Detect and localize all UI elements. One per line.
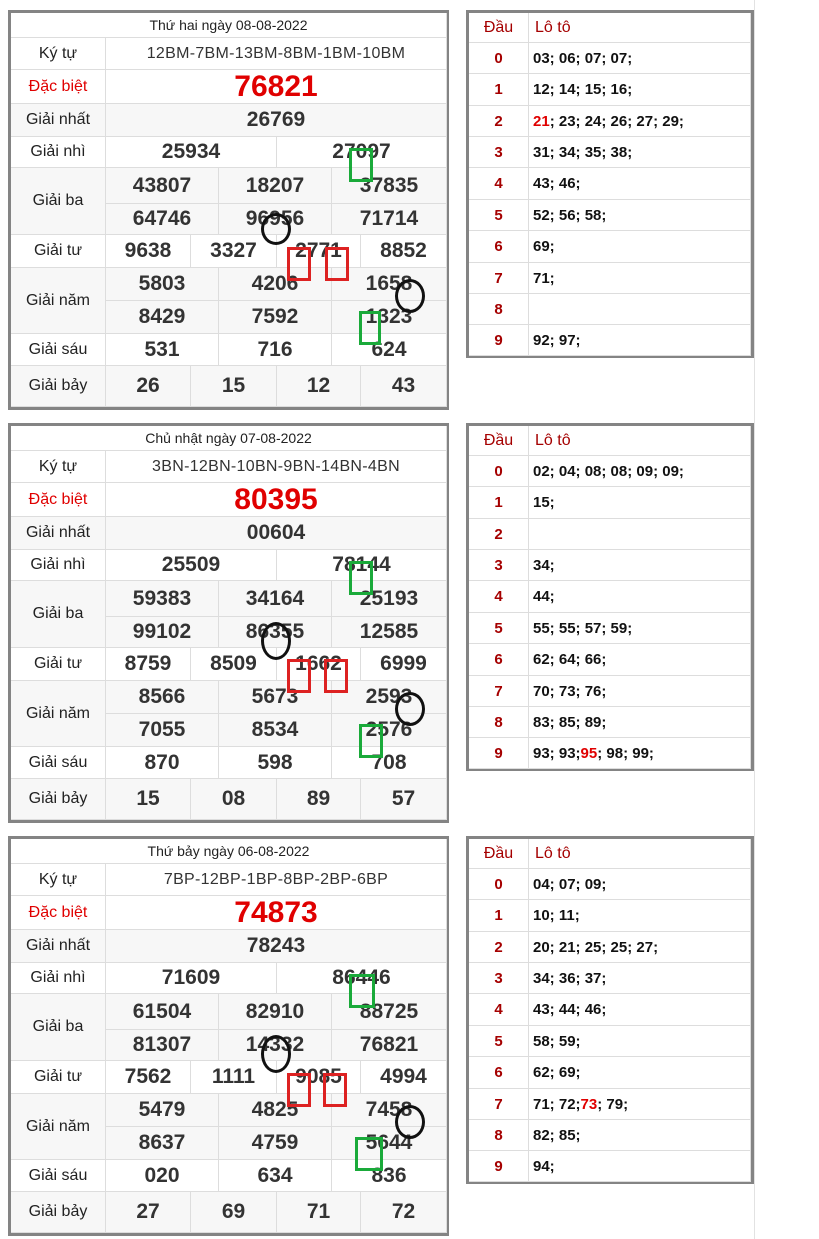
loto-number: 70; 73; 76; (533, 682, 607, 700)
giai-bay-value: 72 (361, 1192, 447, 1233)
highlight-box (349, 974, 375, 1008)
loto-dau: 5 (469, 613, 529, 644)
loto-number: 62; 64; 66; (533, 651, 607, 668)
giai-sau-value: 624 (332, 334, 447, 366)
label-giai-nhi: Giải nhì (11, 963, 106, 994)
loto-number: ; 79; (597, 1095, 629, 1113)
page-divider-line (754, 0, 755, 1239)
label-ky-tu: Ký tự (11, 451, 106, 483)
loto-highlight-number: 21 (533, 112, 550, 130)
result-table (8, 10, 449, 410)
loto-values (529, 932, 751, 963)
giai-sau-value: 708 (332, 747, 447, 779)
loto-dau: 7 (469, 676, 529, 707)
giai-nam-value: 2576 (332, 714, 447, 747)
loto-number: 58; 59; (533, 1032, 581, 1050)
giai-nam-value: 1323 (332, 301, 447, 334)
label-giai-nam: Giải năm (11, 681, 106, 747)
loto-number: ; 98; 99; (597, 744, 654, 762)
loto-dau: 3 (469, 550, 529, 581)
label-giai-nhi: Giải nhì (11, 137, 106, 168)
loto-number: 20; 21; 25; 25; 27; (533, 938, 659, 956)
giai-tu-value: 8852 (361, 235, 447, 268)
loto-values (529, 550, 751, 581)
highlight-box (349, 148, 373, 182)
highlight-box (324, 659, 348, 693)
loto-dau: 1 (469, 74, 529, 106)
giai-ba-value: 64746 (106, 204, 219, 235)
loto-number: 43; 44; 46; (533, 1001, 607, 1018)
loto-values (529, 294, 751, 325)
giai-ba-value: 71714 (332, 204, 447, 235)
loto-values (529, 1151, 751, 1182)
giai-ba-value: 61504 (106, 994, 219, 1030)
giai-ba-value: 96956 (219, 204, 332, 235)
giai-ba-value: 88725 (332, 994, 447, 1030)
loto-dau: 5 (469, 1026, 529, 1057)
loto-dau: 3 (469, 963, 529, 994)
highlight-circle (261, 1035, 291, 1073)
loto-dau: 4 (469, 994, 529, 1026)
giai-nam-value: 7055 (106, 714, 219, 747)
loto-values (529, 738, 751, 769)
loto-number: 04; 07; 09; (533, 875, 607, 893)
label-dac-biet: Đặc biệt (11, 896, 106, 930)
loto-values (529, 869, 751, 900)
loto-values (529, 325, 751, 356)
giai-nam-value: 8534 (219, 714, 332, 747)
giai-sau-value: 836 (332, 1160, 447, 1192)
giai-nam-value: 5673 (219, 681, 332, 714)
giai-nam-value: 4825 (219, 1094, 332, 1127)
loto-number: 43; 46; (533, 175, 581, 192)
loto-values (529, 168, 751, 200)
loto-values (529, 200, 751, 231)
loto-dau: 0 (469, 43, 529, 74)
loto-dau: 4 (469, 168, 529, 200)
highlight-box (325, 247, 349, 281)
dac-biet-value: 74873 (106, 896, 447, 930)
loto-number: 15; (533, 494, 555, 511)
loto-dau: 1 (469, 487, 529, 519)
highlight-box (287, 1073, 311, 1107)
loto-values (529, 707, 751, 738)
giai-ba-value: 12585 (332, 617, 447, 648)
giai-ba-value: 18207 (219, 168, 332, 204)
loto-number: 55; 55; 57; 59; (533, 619, 633, 637)
loto-number: 44; (533, 588, 555, 605)
loto-number: 93; 93; (533, 744, 581, 762)
giai-nam-value: 8637 (106, 1127, 219, 1160)
loto-dau: 9 (469, 738, 529, 769)
loto-highlight-number: 73 (580, 1095, 598, 1113)
giai-ba-value: 37835 (332, 168, 447, 204)
label-giai-ba: Giải ba (11, 581, 106, 648)
loto-dau: 8 (469, 1120, 529, 1151)
loto-head-values: Lô tô (529, 426, 751, 456)
giai-ba-value: 86355 (219, 617, 332, 648)
highlight-circle (395, 692, 425, 726)
date-title: Thứ bảy ngày 06-08-2022 (11, 839, 447, 864)
label-giai-nhat: Giải nhất (11, 930, 106, 963)
loto-dau: 5 (469, 200, 529, 231)
loto-dau: 7 (469, 1089, 529, 1120)
giai-tu-value: 7562 (106, 1061, 191, 1094)
loto-number: 52; 56; 58; (533, 206, 607, 224)
label-giai-bay: Giải bảy (11, 779, 106, 820)
giai-nam-value: 8429 (106, 301, 219, 334)
giai-bay-value: 71 (277, 1192, 361, 1233)
loto-dau: 2 (469, 519, 529, 550)
loto-values (529, 581, 751, 613)
giai-nhat-value: 78243 (106, 930, 447, 963)
loto-number: 92; 97; (533, 331, 581, 349)
loto-number: 03; 06; 07; 07; (533, 49, 633, 67)
loto-values (529, 106, 751, 137)
loto-values (529, 263, 751, 294)
loto-values (529, 644, 751, 676)
giai-ba-value: 59383 (106, 581, 219, 617)
loto-number: 34; (533, 556, 555, 574)
giai-nam-value: 5803 (106, 268, 219, 301)
loto-dau: 3 (469, 137, 529, 168)
loto-values (529, 43, 751, 74)
label-dac-biet: Đặc biệt (11, 70, 106, 104)
giai-sau-value: 870 (106, 747, 219, 779)
giai-bay-value: 27 (106, 1192, 191, 1233)
highlight-box (323, 1073, 347, 1107)
giai-ba-value: 25193 (332, 581, 447, 617)
loto-values (529, 231, 751, 263)
giai-tu-value: 8759 (106, 648, 191, 681)
loto-dau: 8 (469, 294, 529, 325)
giai-nam-value: 8566 (106, 681, 219, 714)
loto-number: 34; 36; 37; (533, 969, 607, 987)
loto-dau: 6 (469, 644, 529, 676)
highlight-circle (395, 279, 425, 313)
giai-ba-value: 43807 (106, 168, 219, 204)
giai-sau-value: 531 (106, 334, 219, 366)
giai-nhi-value: 78144 (277, 550, 447, 581)
label-giai-nhi: Giải nhì (11, 550, 106, 581)
label-giai-nam: Giải năm (11, 268, 106, 334)
result-table (8, 836, 449, 1236)
loto-values (529, 1057, 751, 1089)
label-giai-sau: Giải sáu (11, 747, 106, 779)
giai-nam-value: 7458 (332, 1094, 447, 1127)
loto-dau: 2 (469, 932, 529, 963)
loto-dau: 6 (469, 1057, 529, 1089)
highlight-box (287, 247, 311, 281)
highlight-circle (261, 213, 291, 245)
loto-number: 12; 14; 15; 16; (533, 81, 633, 98)
giai-tu-value: 1662 (277, 648, 361, 681)
label-giai-bay: Giải bảy (11, 366, 106, 407)
giai-bay-value: 12 (277, 366, 361, 407)
loto-values (529, 137, 751, 168)
giai-ba-value: 81307 (106, 1030, 219, 1061)
giai-bay-value: 57 (361, 779, 447, 820)
label-giai-bay: Giải bảy (11, 1192, 106, 1233)
giai-bay-value: 43 (361, 366, 447, 407)
giai-tu-value: 6999 (361, 648, 447, 681)
giai-nhi-value: 27097 (277, 137, 447, 168)
giai-ba-value: 14332 (219, 1030, 332, 1061)
giai-tu-value: 1111 (191, 1061, 277, 1094)
giai-bay-value: 15 (191, 366, 277, 407)
label-giai-sau: Giải sáu (11, 1160, 106, 1192)
giai-tu-value: 9085 (277, 1061, 361, 1094)
giai-nhi-value: 25509 (106, 550, 277, 581)
giai-bay-value: 15 (106, 779, 191, 820)
loto-values (529, 487, 751, 519)
giai-ba-value: 34164 (219, 581, 332, 617)
giai-nam-value: 1658 (332, 268, 447, 301)
giai-nhi-value: 71609 (106, 963, 277, 994)
highlight-circle (261, 622, 291, 660)
label-ky-tu: Ký tự (11, 864, 106, 896)
loto-dau: 4 (469, 581, 529, 613)
loto-table (466, 423, 754, 771)
giai-tu-value: 4994 (361, 1061, 447, 1094)
loto-dau: 2 (469, 106, 529, 137)
giai-nhi-value: 86446 (277, 963, 447, 994)
giai-nam-value: 2593 (332, 681, 447, 714)
giai-sau-value: 716 (219, 334, 332, 366)
loto-values (529, 613, 751, 644)
giai-ba-value: 82910 (219, 994, 332, 1030)
loto-head-values: Lô tô (529, 13, 751, 43)
giai-tu-value: 3327 (191, 235, 277, 268)
loto-values (529, 676, 751, 707)
loto-values (529, 994, 751, 1026)
loto-number: 82; 85; (533, 1126, 581, 1144)
highlight-box (359, 311, 381, 345)
label-giai-ba: Giải ba (11, 168, 106, 235)
giai-tu-value: 9638 (106, 235, 191, 268)
giai-bay-value: 26 (106, 366, 191, 407)
giai-nhat-value: 26769 (106, 104, 447, 137)
highlight-box (287, 659, 311, 693)
highlight-box (359, 724, 383, 758)
giai-nhat-value: 00604 (106, 517, 447, 550)
loto-head-dau: Đầu (469, 839, 529, 869)
loto-values (529, 900, 751, 932)
loto-number: 31; 34; 35; 38; (533, 143, 633, 161)
label-dac-biet: Đặc biệt (11, 483, 106, 517)
loto-dau: 8 (469, 707, 529, 738)
giai-tu-value: 2771 (277, 235, 361, 268)
giai-ba-value: 99102 (106, 617, 219, 648)
loto-head-values: Lô tô (529, 839, 751, 869)
giai-bay-value: 69 (191, 1192, 277, 1233)
giai-tu-value: 8509 (191, 648, 277, 681)
loto-number: 71; 72; (533, 1095, 581, 1113)
label-giai-sau: Giải sáu (11, 334, 106, 366)
loto-values (529, 74, 751, 106)
label-giai-nhat: Giải nhất (11, 517, 106, 550)
highlight-box (349, 561, 373, 595)
giai-bay-value: 89 (277, 779, 361, 820)
loto-values (529, 963, 751, 994)
giai-bay-value: 08 (191, 779, 277, 820)
giai-sau-value: 020 (106, 1160, 219, 1192)
loto-table (466, 836, 754, 1184)
highlight-circle (395, 1105, 425, 1139)
loto-table (466, 10, 754, 358)
giai-nam-value: 7592 (219, 301, 332, 334)
ky-tu-value: 12BM-7BM-13BM-8BM-1BM-10BM (106, 38, 447, 70)
loto-values (529, 1026, 751, 1057)
loto-number: 94; (533, 1157, 555, 1175)
giai-nam-value: 4759 (219, 1127, 332, 1160)
loto-dau: 0 (469, 456, 529, 487)
label-giai-tu: Giải tư (11, 235, 106, 268)
date-title: Chủ nhật ngày 07-08-2022 (11, 426, 447, 451)
giai-nhi-value: 25934 (106, 137, 277, 168)
dac-biet-value: 80395 (106, 483, 447, 517)
giai-sau-value: 598 (219, 747, 332, 779)
result-table (8, 423, 449, 823)
loto-dau: 1 (469, 900, 529, 932)
loto-dau: 9 (469, 325, 529, 356)
loto-values (529, 519, 751, 550)
loto-number: 62; 69; (533, 1064, 581, 1081)
loto-highlight-number: 95 (580, 744, 598, 762)
loto-values (529, 456, 751, 487)
loto-number: ; 23; 24; 26; 27; 29; (549, 112, 684, 130)
label-giai-nam: Giải năm (11, 1094, 106, 1160)
giai-ba-value: 76821 (332, 1030, 447, 1061)
loto-values (529, 1120, 751, 1151)
loto-number: 83; 85; 89; (533, 713, 607, 731)
loto-dau: 9 (469, 1151, 529, 1182)
loto-dau: 7 (469, 263, 529, 294)
label-giai-tu: Giải tư (11, 1061, 106, 1094)
giai-nam-value: 5644 (332, 1127, 447, 1160)
label-giai-nhat: Giải nhất (11, 104, 106, 137)
loto-number: 69; (533, 238, 555, 255)
ky-tu-value: 3BN-12BN-10BN-9BN-14BN-4BN (106, 451, 447, 483)
dac-biet-value: 76821 (106, 70, 447, 104)
giai-nam-value: 4206 (219, 268, 332, 301)
label-giai-tu: Giải tư (11, 648, 106, 681)
loto-values (529, 1089, 751, 1120)
loto-number: 02; 04; 08; 08; 09; 09; (533, 462, 684, 480)
loto-dau: 0 (469, 869, 529, 900)
loto-head-dau: Đầu (469, 13, 529, 43)
giai-sau-value: 634 (219, 1160, 332, 1192)
loto-head-dau: Đầu (469, 426, 529, 456)
loto-number: 10; 11; (533, 907, 580, 924)
label-giai-ba: Giải ba (11, 994, 106, 1061)
date-title: Thứ hai ngày 08-08-2022 (11, 13, 447, 38)
giai-nam-value: 5479 (106, 1094, 219, 1127)
ky-tu-value: 7BP-12BP-1BP-8BP-2BP-6BP (106, 864, 447, 896)
loto-number: 71; (533, 269, 555, 287)
loto-dau: 6 (469, 231, 529, 263)
highlight-box (355, 1137, 383, 1171)
label-ky-tu: Ký tự (11, 38, 106, 70)
